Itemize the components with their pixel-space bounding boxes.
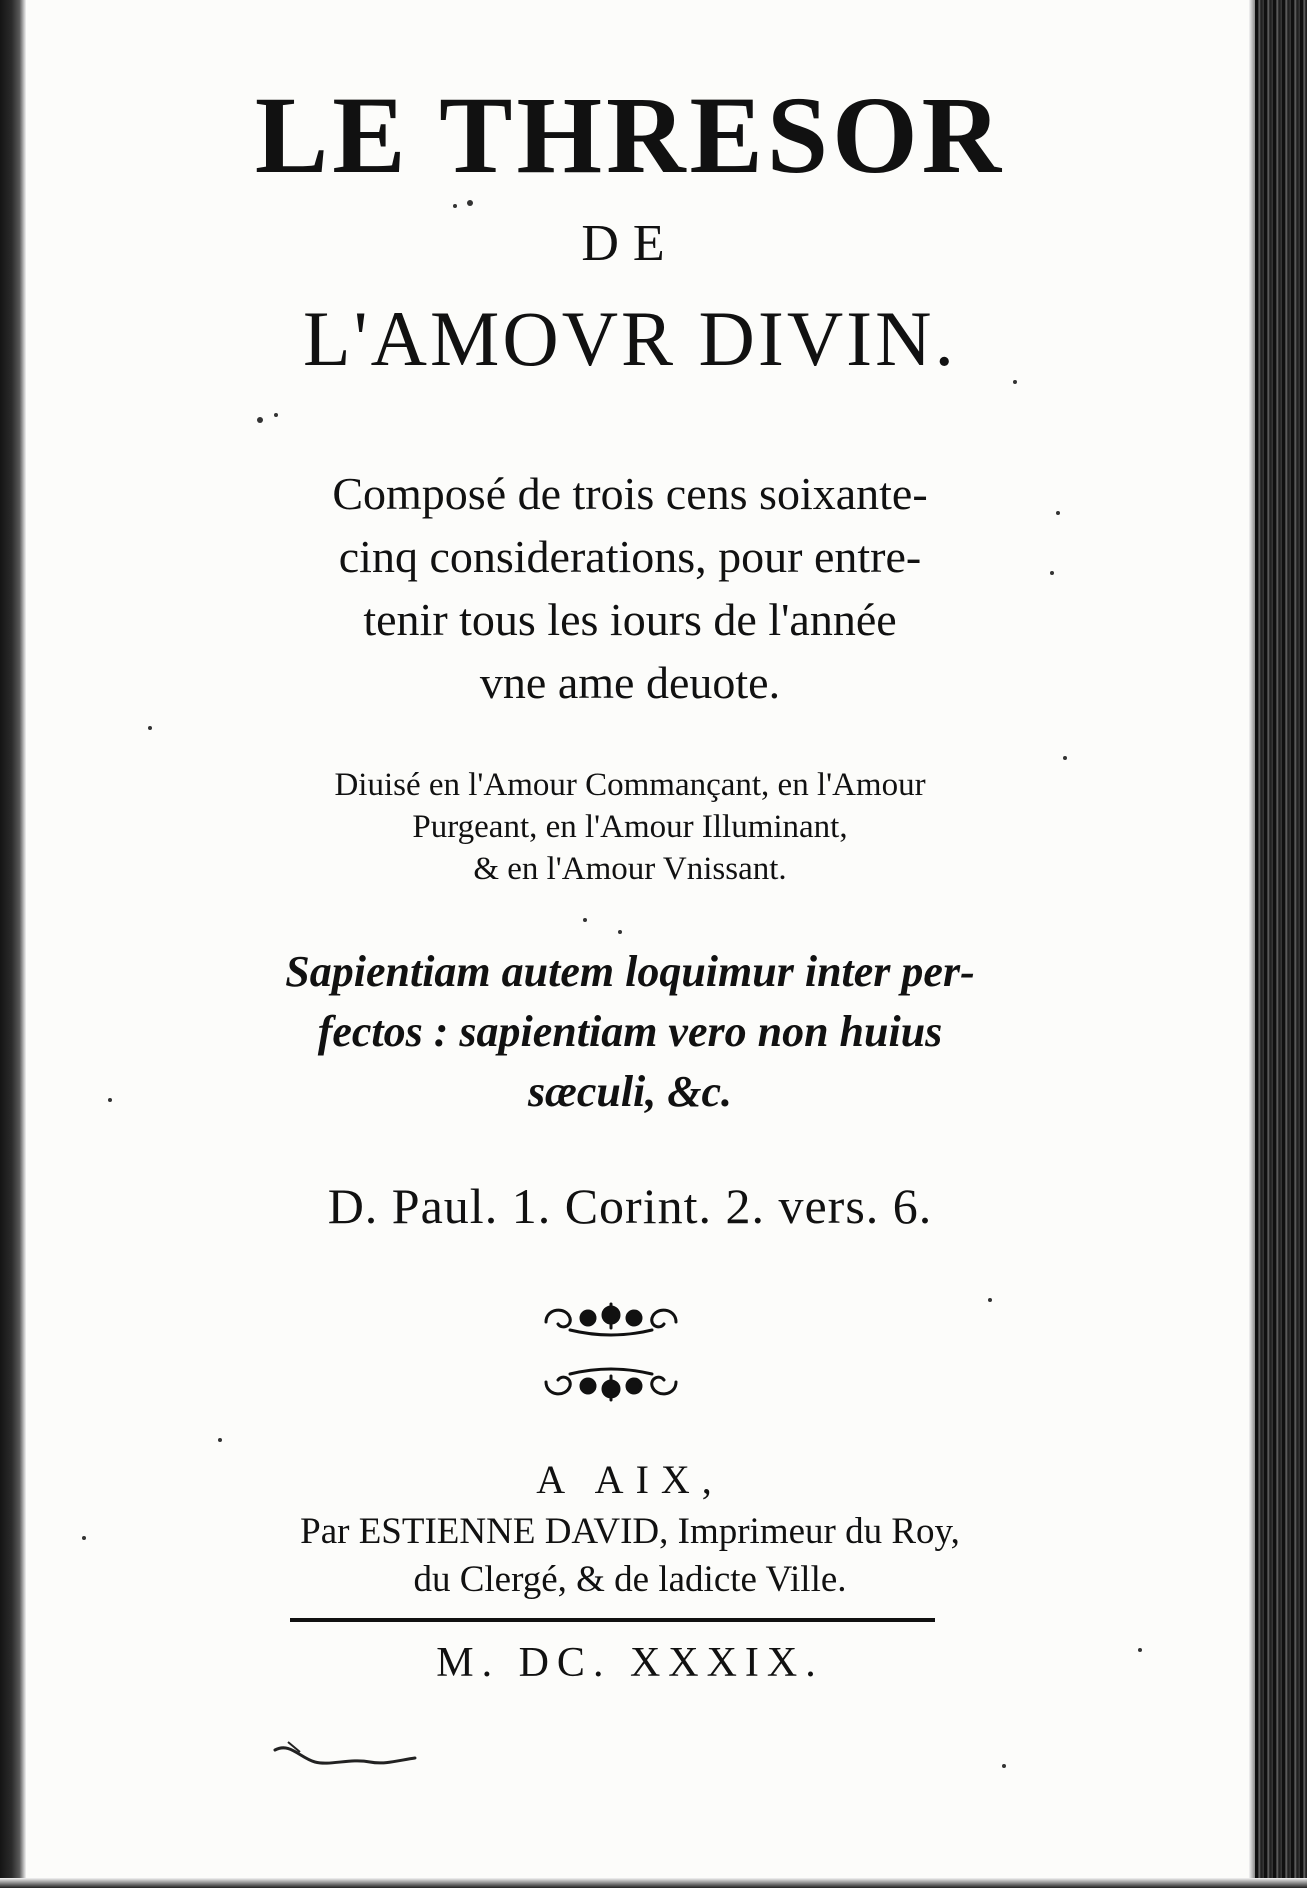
division-line: & en l'Amour Vnissant. bbox=[473, 851, 787, 887]
division-line: Purgeant, en l'Amour Illuminant, bbox=[412, 809, 848, 845]
epigraph-line: fectos : sapientiam vero non huius bbox=[317, 1007, 943, 1056]
book-title-de: DE bbox=[581, 215, 679, 272]
division-line: Diuisé en l'Amour Commançant, en l'Amour bbox=[334, 767, 926, 803]
book-title: LE THRESOR bbox=[254, 74, 1006, 196]
publication-year: M. DC. XXXIX. bbox=[436, 1640, 824, 1686]
description-line: tenir tous les iours de l'année bbox=[363, 594, 897, 645]
printer-block bbox=[60, 1508, 1200, 1604]
decorative-rule bbox=[290, 1616, 935, 1624]
epigraph-line: Sapientiam autem loquimur inter per- bbox=[285, 947, 975, 996]
fleuron-ornament-icon bbox=[536, 1300, 686, 1340]
fleuron-ornament-icon bbox=[536, 1364, 686, 1404]
description-line: Composé de trois cens soixante- bbox=[332, 468, 928, 519]
imprint-place: A AIX, bbox=[536, 1457, 724, 1502]
epigraph-block bbox=[60, 942, 1200, 1122]
description-block bbox=[60, 462, 1200, 714]
printer-line: Par ESTIENNE DAVID, Imprimeur du Roy, bbox=[300, 1511, 960, 1552]
printer-line: du Clergé, & de ladicte Ville. bbox=[413, 1559, 847, 1600]
division-block bbox=[60, 764, 1200, 890]
description-line: vne ame deuote. bbox=[479, 657, 781, 708]
pen-flourish-icon bbox=[270, 1740, 420, 1780]
book-subtitle: L'AMOVR DIVIN. bbox=[302, 295, 957, 382]
epigraph-line: sæculi, &c. bbox=[527, 1067, 733, 1116]
description-line: cinq considerations, pour entre- bbox=[338, 531, 922, 582]
epigraph-citation: D. Paul. 1. Corint. 2. vers. 6. bbox=[327, 1178, 933, 1234]
